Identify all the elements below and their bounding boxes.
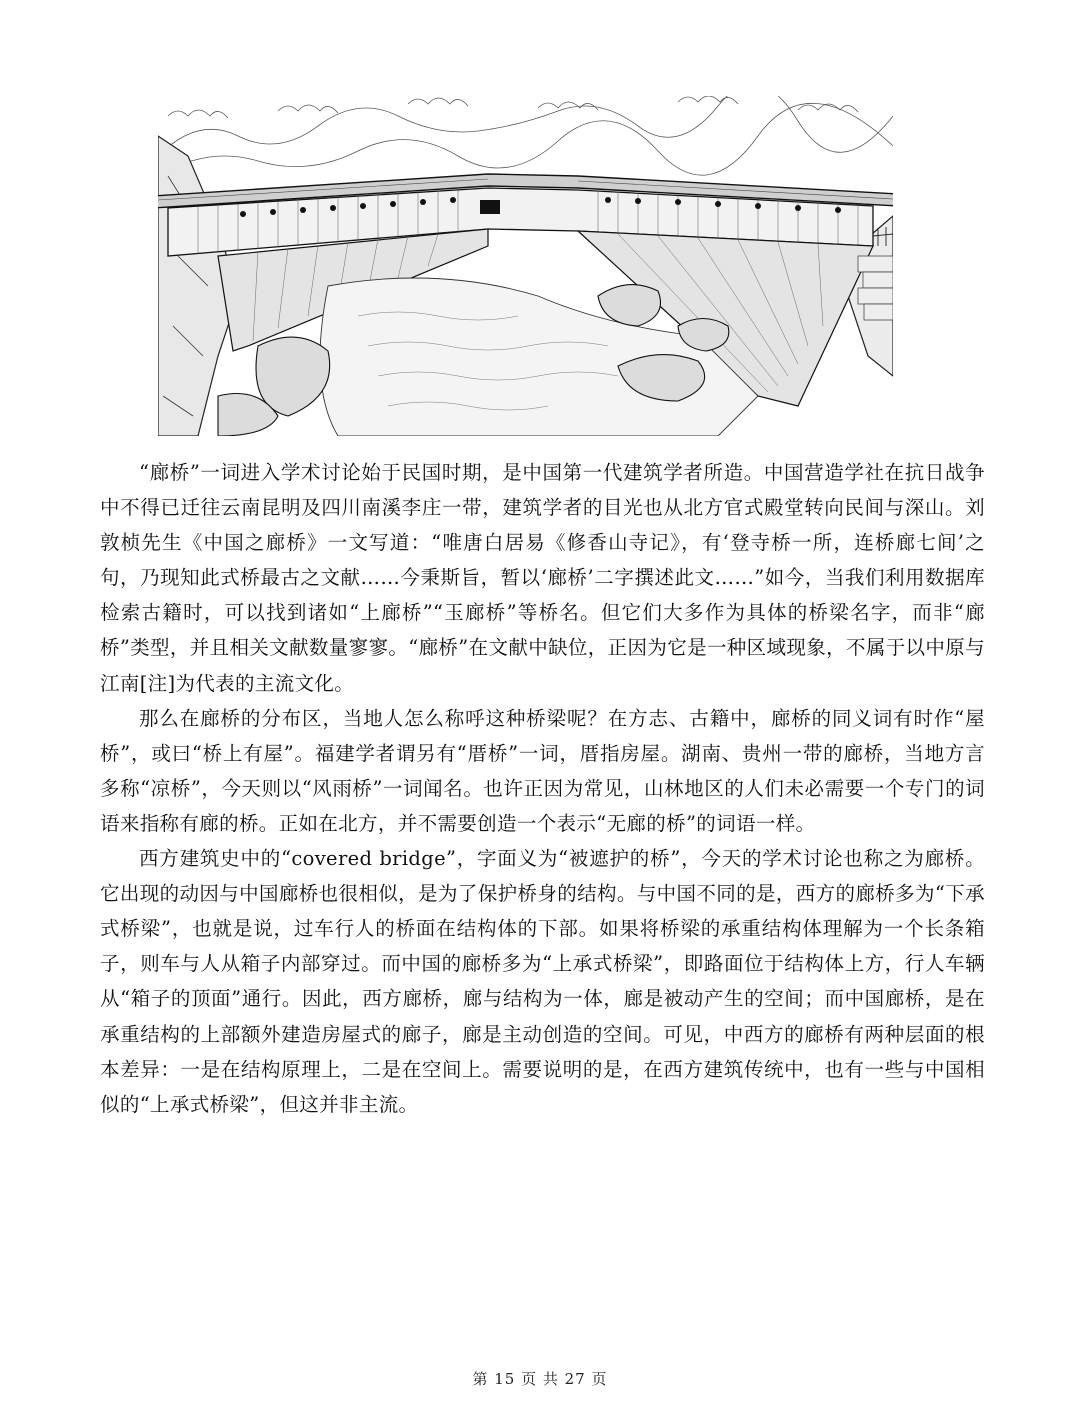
covered-bridge-illustration — [158, 96, 893, 436]
bridge-sketch — [158, 96, 893, 436]
page-footer: 第 15 页 共 27 页 — [472, 1370, 608, 1388]
article-body — [100, 455, 985, 1122]
paragraph-2: 那么在廊桥的分布区，当地人怎么称呼这种桥梁呢？在方志、古籍中，廊桥的同义词有时作“屋桥”，或曰“桥上有屋”。福建学者谓另有“厝桥”一词，厝指房屋。湖南、贵州一带的廊桥，当地方言多称“凉桥”，今天则以“风雨桥”一词闻名。也许正因为常见，山林地区的人们未必需要一个专门的词语来指称有廊的桥。正如在北方，并不需要创造一个表示“无廊的桥”的词语一样。 — [100, 706, 985, 835]
paragraph-3: 西方建筑史中的“covered bridge”，字面义为“被遮护的桥”，今天的学术讨论也称之为廊桥。它出现的动因与中国廊桥也很相似，是为了保护桥身的结构。与中国不同的是，西方的廊桥多为“下承式桥梁”，也就是说，过车行人的桥面在结构体的下部。如果将桥梁的承重结构体理解为一个长条箱子，则车与人从箱子内部穿过。而中国的廊桥多为“上承式桥梁”，即路面位于结构体上方，行人车辆从“箱子的顶面”通行。因此，西方廊桥，廊与结构为一体，廊是被动产生的空间；而中国廊桥，是在承重结构的上部额外建造房屋式的廊子，廊是主动创造的空间。可见，中西方的廊桥有两种层面的根本差异：一是在结构原理上，二是在空间上。需要说明的是，在西方建筑传统中，也有一些与中国相似的“上承式桥梁”，但这并非主流。 — [100, 847, 985, 1116]
paragraph-1: “廊桥”一词进入学术讨论始于民国时期，是中国第一代建筑学者所造。中国营造学社在抗日战争中不得已迁往云南昆明及四川南溪李庄一带，建筑学者的目光也从北方官式殿堂转向民间与深山。刘敦桢先生《中国之廊桥》一文写道：“唯唐白居易《修香山寺记》，有‘登寺桥一所，连桥廊七间’之句，乃现知此式桥最古之文献……今秉斯旨，暂以‘廊桥’二字撰述此文……”如今，当我们利用数据库检索古籍时，可以找到诸如“上廊桥”“玉廊桥”等桥名。但它们大多作为具体的桥梁名字，而非“廊桥”类型，并且相关文献数量寥寥。“廊桥”在文献中缺位，正因为它是一种区域现象，不属于以中原与江南[注]为代表的主流文化。 — [100, 461, 985, 695]
